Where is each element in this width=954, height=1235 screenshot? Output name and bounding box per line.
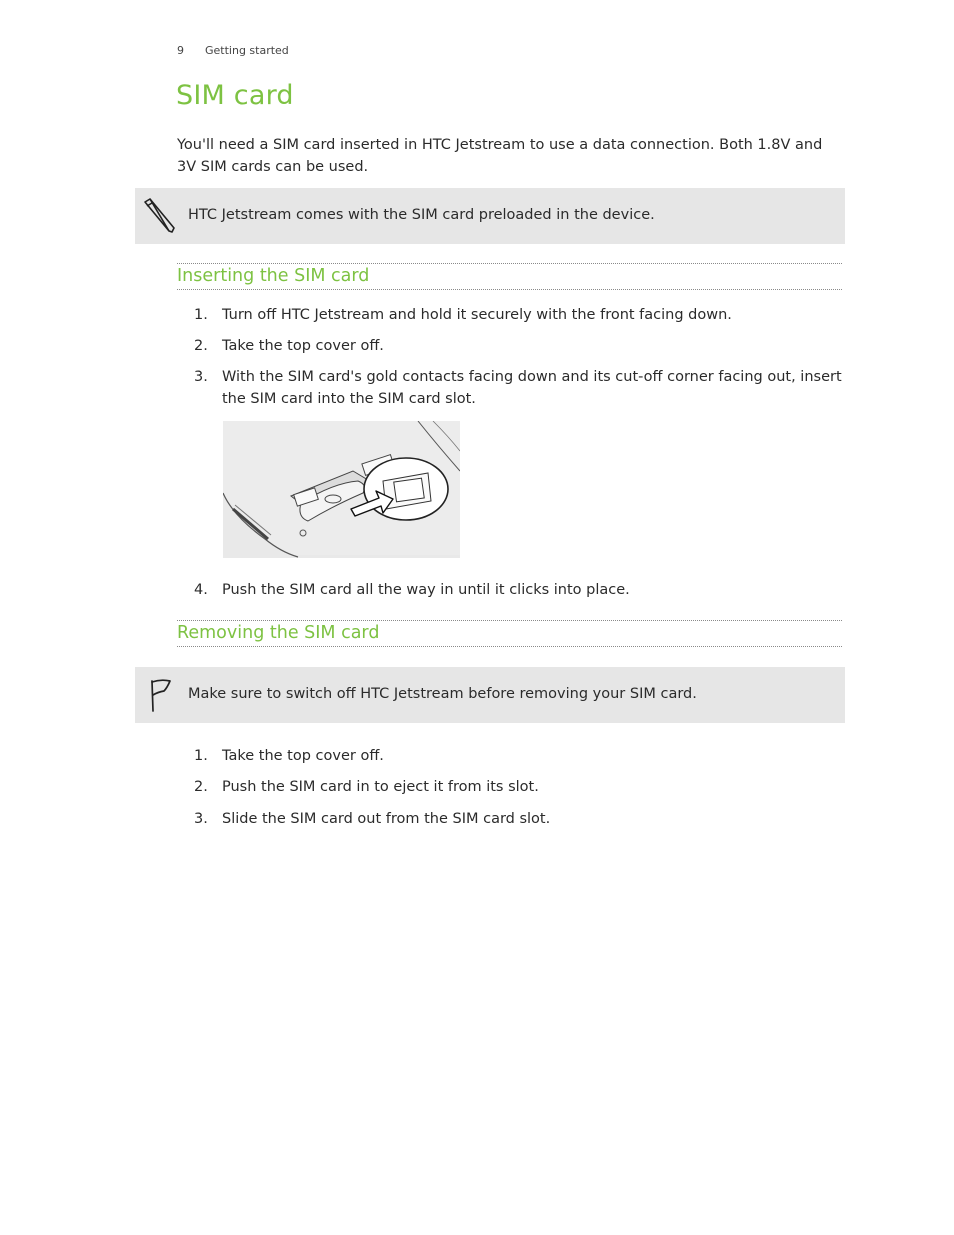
flag-icon xyxy=(141,675,179,713)
intro-paragraph: You'll need a SIM card inserted in HTC Jetstream to use a data connection. Both 1.8V and 3V SIM cards can be used. xyxy=(177,137,823,175)
list-item xyxy=(194,579,844,601)
note-text: Make sure to switch off HTC Jetstream before removing your SIM card. xyxy=(188,686,697,702)
step-text: Take the top cover off. xyxy=(222,338,384,354)
section-name: Getting started xyxy=(205,44,289,57)
page-header xyxy=(177,44,289,57)
step-number: 4. xyxy=(194,582,208,598)
note-text: HTC Jetstream comes with the SIM card preloaded in the device. xyxy=(188,207,655,223)
step-text: Push the SIM card in to eject it from its slot. xyxy=(222,779,539,795)
list-item xyxy=(194,366,844,410)
section-title: Removing the SIM card xyxy=(177,623,380,643)
section-heading-removing xyxy=(177,620,842,647)
step-number: 1. xyxy=(194,307,208,323)
list-item xyxy=(194,335,844,357)
section-heading-inserting xyxy=(177,263,842,290)
sim-insertion-illustration xyxy=(223,421,460,558)
note-preloaded xyxy=(135,188,845,244)
step-text: Take the top cover off. xyxy=(222,748,384,764)
step-number: 3. xyxy=(194,369,208,385)
list-item xyxy=(194,304,844,326)
step-number: 1. xyxy=(194,748,208,764)
page-title: SIM card xyxy=(176,80,294,111)
step-text: Turn off HTC Jetstream and hold it securely with the front facing down. xyxy=(222,307,732,323)
step-number: 2. xyxy=(194,338,208,354)
page-number: 9 xyxy=(177,44,184,57)
list-item xyxy=(194,808,844,830)
step-text: Push the SIM card all the way in until it clicks into place. xyxy=(222,582,630,598)
list-item xyxy=(194,745,844,767)
section-title: Inserting the SIM card xyxy=(177,266,370,286)
step-number: 3. xyxy=(194,811,208,827)
step-number: 2. xyxy=(194,779,208,795)
step-text: With the SIM card's gold contacts facing down and its cut-off corner facing out, insert the SIM card into the SIM card slot. xyxy=(222,369,842,407)
list-item xyxy=(194,776,844,798)
step-text: Slide the SIM card out from the SIM card slot. xyxy=(222,811,551,827)
pencil-icon xyxy=(141,196,179,234)
note-switch-off xyxy=(135,667,845,723)
